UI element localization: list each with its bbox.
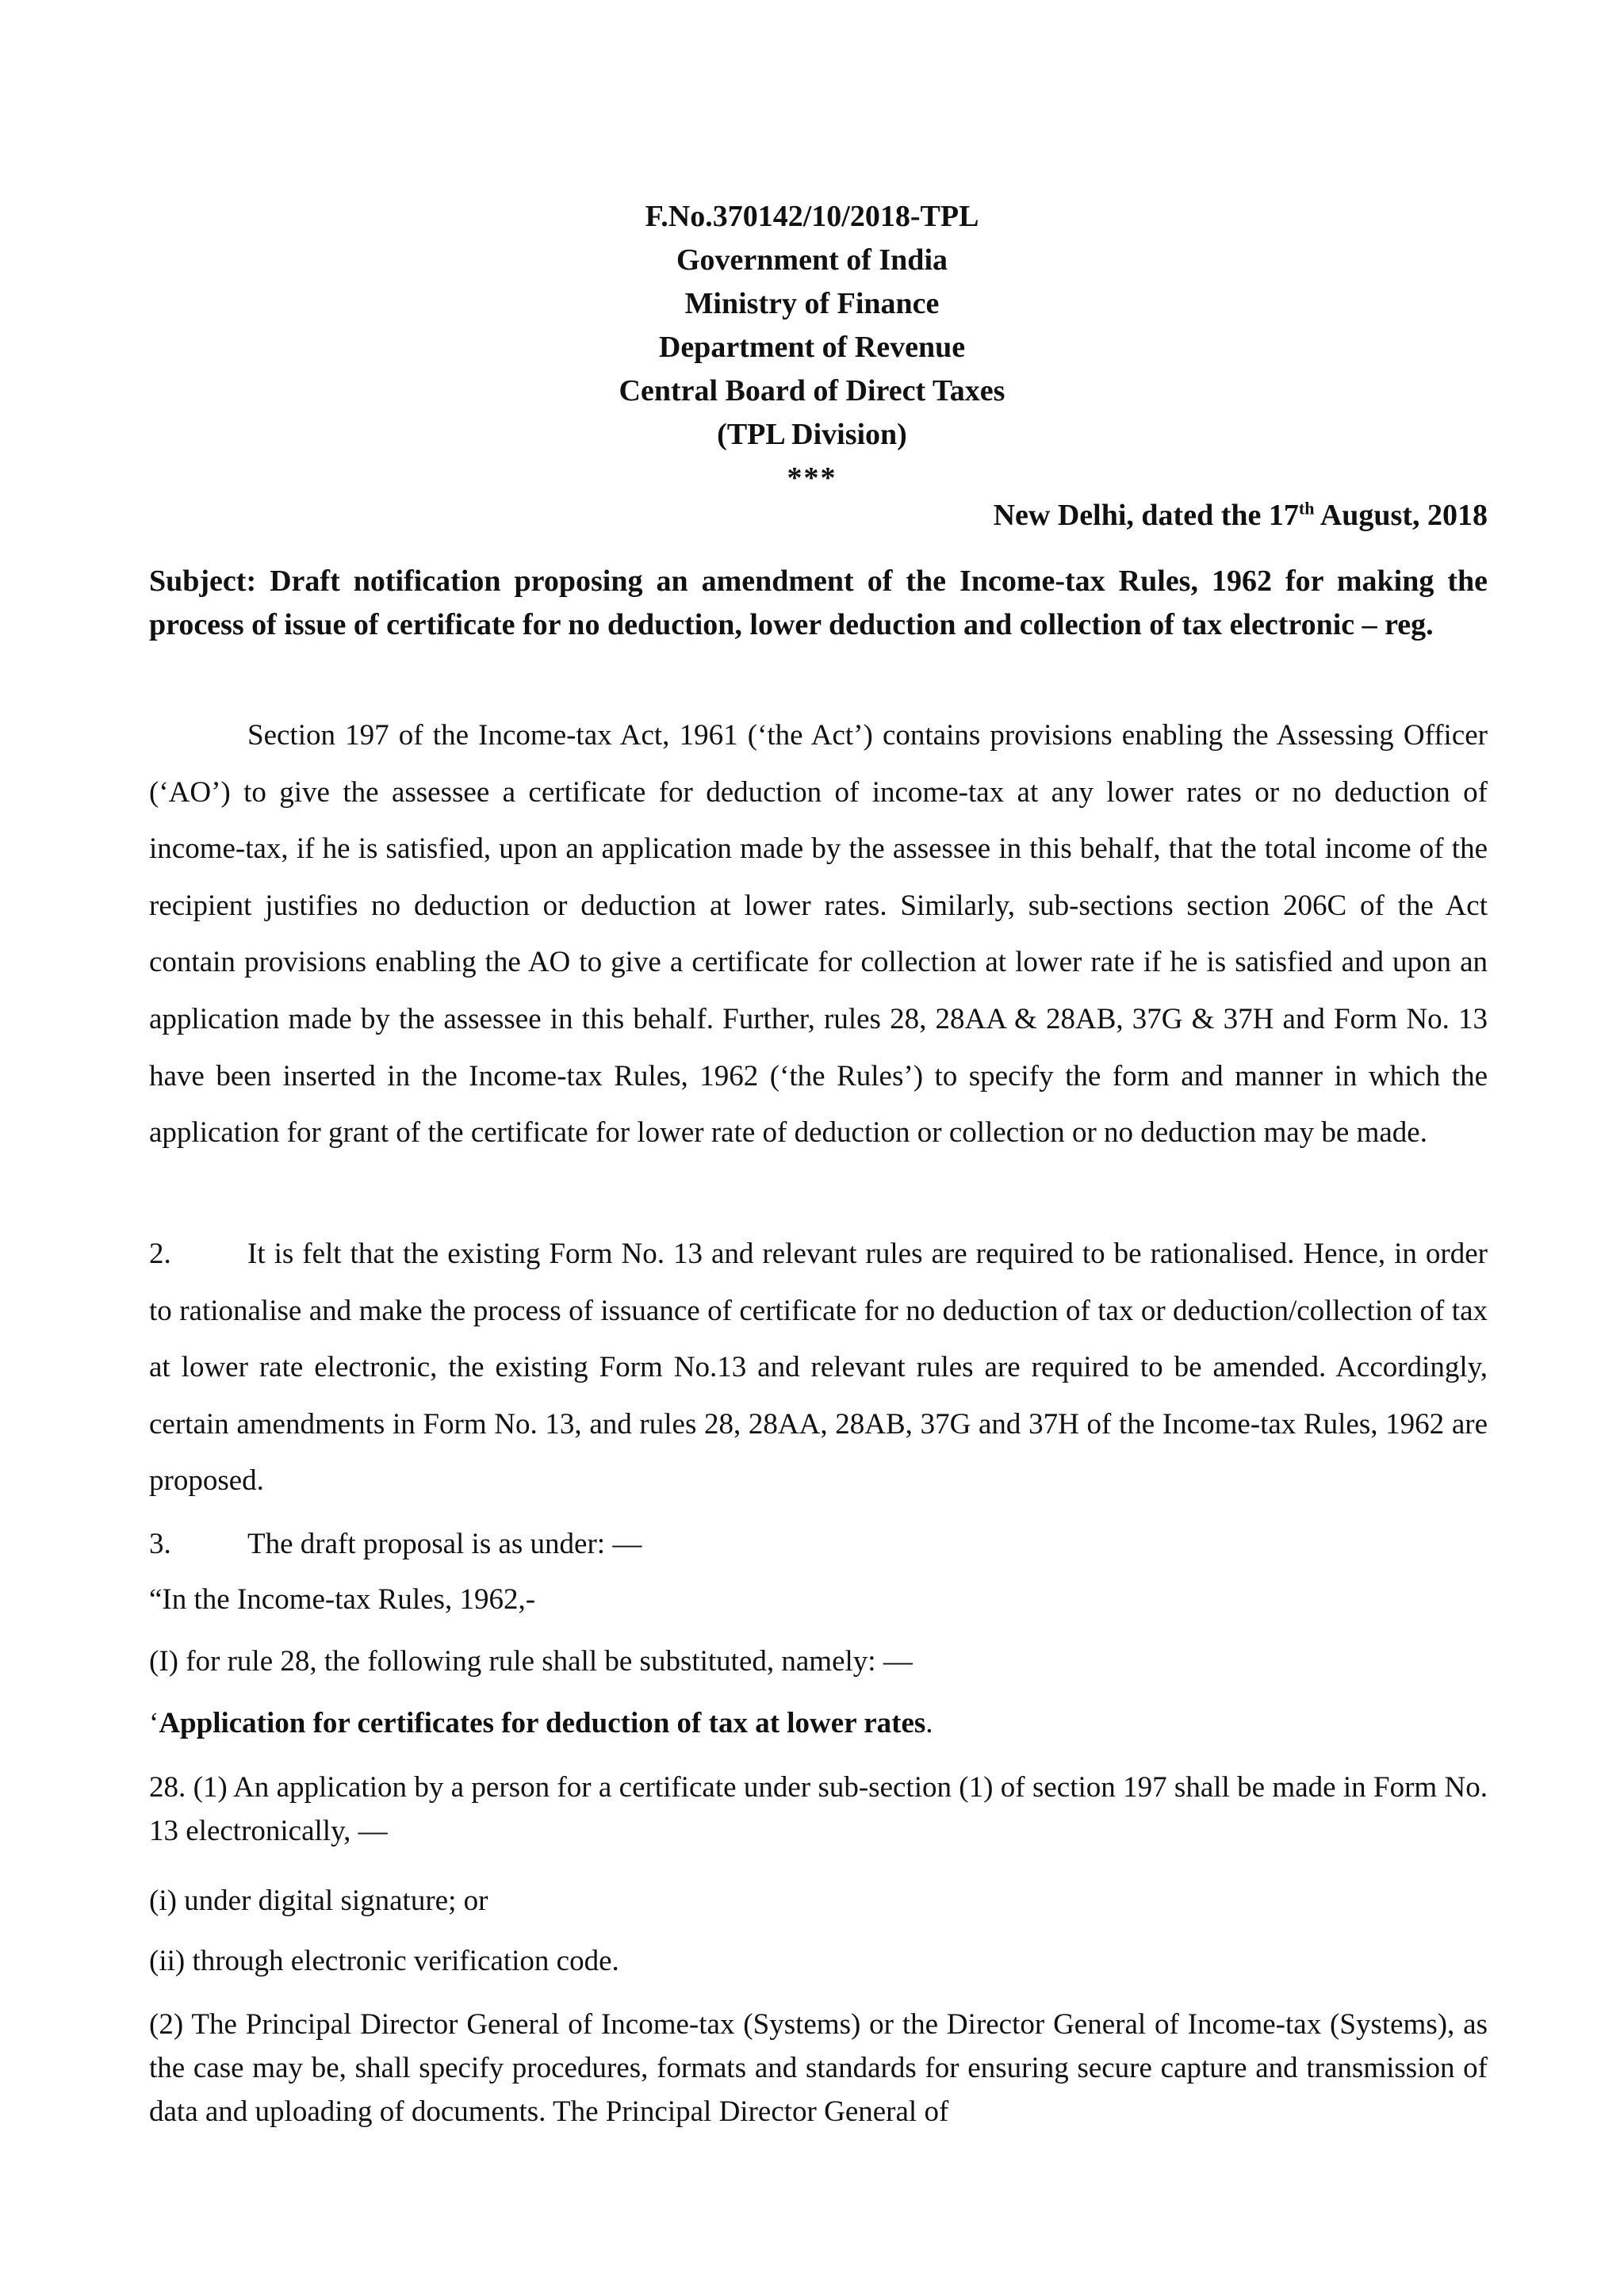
paragraph-2-text: It is felt that the existing Form No. 13 and relevant rules are required to be rationalised. Hence, in order to rationalise and make the process of issuance of certificate for no deduction of tax or deduction/collection of tax at lower rate electronic, the existing Form No.13 and relevant rules are required to be amended. Accordingly, certain amendments in Form No. 13, and rules 28, 28AA, 28AB, 37G and 37H of the Income-tax Rules, 1962 are proposed.: [149, 1238, 1488, 1498]
rule-28-heading-close: .: [925, 1707, 933, 1739]
dateline: [994, 498, 1488, 533]
separator-stars: ***: [787, 461, 837, 495]
paragraph-3-number: 3.: [149, 1528, 171, 1560]
file-number: F.No.370142/10/2018-TPL: [645, 200, 979, 233]
rule-28-item-ii: (ii) through electronic verification code.: [149, 1945, 619, 1977]
dateline-prefix: New Delhi, dated the 17: [993, 499, 1299, 532]
rule-28-subrule-2: (2) The Principal Director General of Income-tax (Systems) or the Director General of Income-tax (Systems), as the case may be, shall specify procedures, formats and standards for ensuring secure capture and transmission of data and uploading of documents. The Principal Director General of: [149, 2008, 1488, 2128]
paragraph-2: [149, 1226, 1488, 1510]
paragraph-3-text: The draft proposal is as under: ―: [247, 1528, 642, 1560]
in-rules-line: “In the Income-tax Rules, 1962,-: [149, 1583, 536, 1616]
rule-28-heading-title: Application for certificates for deduction of tax at lower rates: [159, 1707, 926, 1739]
department-name: Department of Revenue: [658, 331, 966, 364]
board-name: Central Board of Direct Taxes: [619, 374, 1005, 408]
subject-line: Subject: Draft notification proposing an amendment of the Income-tax Rules, 1962 for making the process of issue of certificate for no deduction, lower deduction and collection of tax electronic – reg.: [149, 564, 1488, 641]
paragraph-3: [149, 1516, 1488, 1573]
paragraph-1: Section 197 of the Income-tax Act, 1961 (‘the Act’) contains provisions enabling the Assessing Officer (‘AO’) to give the assessee a certificate for deduction of income-tax at any lower rates or no deduction of income-tax, if he is satisfied, upon an application made by the assessee in this behalf, that the total income of the recipient justifies no deduction or deduction at lower rates. Similarly, sub-sections section 206C of the Act contain provisions enabling the AO to give a certificate for collection at lower rate if he is satisfied and upon an application made by the assessee in this behalf. Further, rules 28, 28AA & 28AB, 37G & 37H and Form No. 13 have been inserted in the Income-tax Rules, 1962 (‘the Rules’) to specify the form and manner in which the application for grant of the certificate for lower rate of deduction or collection or no deduction may be made.: [149, 719, 1488, 1150]
paragraph-2-number: 2.: [149, 1238, 171, 1270]
government-name: Government of India: [676, 243, 948, 277]
dateline-superscript: th: [1298, 498, 1315, 519]
dateline-suffix: August, 2018: [1314, 499, 1488, 532]
rule-28-heading-open-quote: ‘: [149, 1707, 159, 1739]
rule-28-intro: (I) for rule 28, the following rule shall be substituted, namely: ―: [149, 1645, 913, 1678]
rule-28-item-i: (i) under digital signature; or: [149, 1885, 488, 1917]
division-name: (TPL Division): [717, 418, 907, 451]
document-header: [0, 195, 1624, 500]
rule-28-heading: [149, 1701, 1488, 1745]
rule-28-subrule-1: 28. (1) An application by a person for a certificate under sub-section (1) of section 197 shall be made in Form No. 13 electronically, ―: [149, 1771, 1488, 1847]
ministry-name: Ministry of Finance: [684, 287, 940, 320]
